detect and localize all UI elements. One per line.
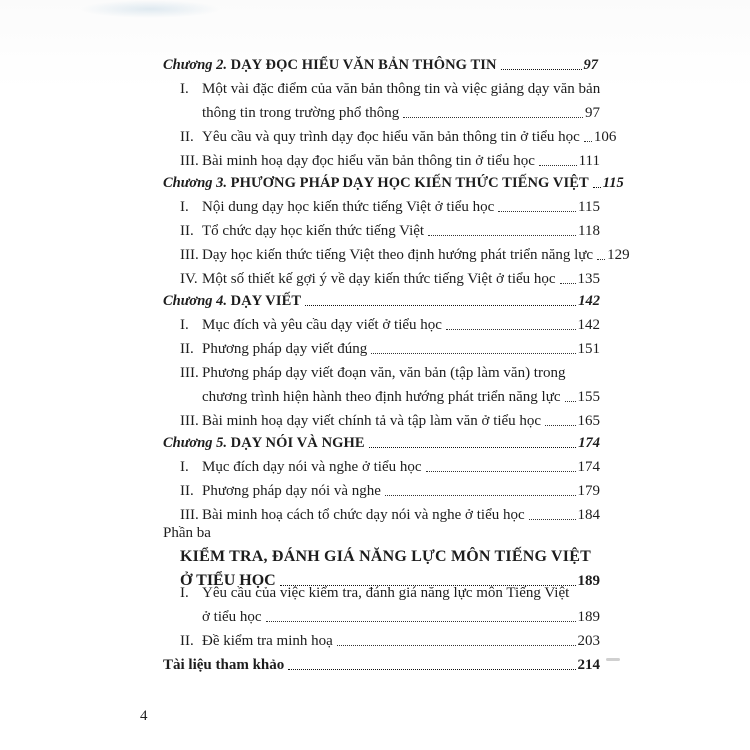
- toc-entry-continuation[interactable]: [202, 382, 600, 406]
- entry-title: III. Dạy học kiến thức tiếng Việt theo định hướng phát triển năng lực: [180, 247, 594, 263]
- dot-leader: [565, 401, 576, 402]
- entry-title: I. Mục đích và yêu cầu dạy viết ở tiểu học: [180, 317, 442, 333]
- chapter-title: Chương 2. DẠY ĐỌC HIỂU VĂN BẢN THÔNG TIN: [163, 57, 497, 73]
- part-label: Phần ba: [163, 525, 211, 541]
- dot-leader: [428, 235, 576, 236]
- entry-title: chương trình hiện hành theo định hướng phát triển năng lực: [202, 389, 561, 405]
- toc-references[interactable]: [163, 650, 600, 674]
- page-ref: 184: [577, 507, 600, 523]
- part-title[interactable]: KIỂM TRA, ĐÁNH GIÁ NĂNG LỰC MÔN TIẾNG VIỆT: [180, 548, 591, 565]
- dot-leader: [369, 447, 577, 448]
- toc-entry[interactable]: [180, 122, 617, 146]
- toc-entry[interactable]: [180, 358, 600, 382]
- toc-entry[interactable]: [180, 192, 600, 216]
- part-title: Ở TIỂU HỌC: [180, 572, 276, 589]
- toc-chapter-4[interactable]: [163, 286, 600, 310]
- dot-leader: [426, 471, 576, 472]
- dot-leader: [584, 141, 592, 142]
- toc-chapter-2[interactable]: [163, 50, 598, 74]
- page-ref: 115: [602, 175, 624, 191]
- page-ref: 189: [577, 573, 600, 589]
- entry-title: II. Đề kiểm tra minh hoạ: [180, 633, 333, 649]
- toc-entry[interactable]: [180, 626, 600, 650]
- toc-entry[interactable]: [180, 310, 600, 334]
- dot-leader: [501, 69, 582, 70]
- page-ref: 174: [577, 459, 600, 475]
- entry-title: ở tiểu học: [202, 609, 262, 625]
- page-ref: 174: [578, 435, 600, 451]
- dot-leader: [560, 283, 576, 284]
- toc-entry[interactable]: [180, 500, 600, 524]
- dot-leader: [597, 259, 605, 260]
- dot-leader: [446, 329, 576, 330]
- entry-title: IV. Một số thiết kế gợi ý về dạy kiến thức tiếng Việt ở tiểu học: [180, 271, 556, 287]
- references-title: Tài liệu tham khảo: [163, 657, 285, 673]
- toc-entry[interactable]: [180, 146, 600, 170]
- chapter-title: Chương 3. PHƯƠNG PHÁP DẠY HỌC KIẾN THỨC TIẾNG VIỆT: [163, 175, 589, 191]
- page-ref: 189: [577, 609, 600, 625]
- entry-title: III. Phương pháp dạy viết đoạn văn, văn bản (tập làm văn) trong: [180, 365, 566, 381]
- page-ref: 179: [577, 483, 600, 499]
- entry-title: III. Bài minh hoạ cách tổ chức dạy nói và nghe ở tiểu học: [180, 507, 525, 523]
- toc-entry[interactable]: [180, 334, 600, 358]
- page-ref: 151: [577, 341, 600, 357]
- page-ref: 165: [577, 413, 600, 429]
- page-ref: 97: [583, 57, 598, 73]
- page-ref: 135: [577, 271, 600, 287]
- toc-chapter-3[interactable]: [163, 168, 624, 192]
- dot-leader: [288, 669, 575, 670]
- print-smudge: [606, 658, 620, 661]
- page-ref: 118: [578, 223, 600, 239]
- entry-title: I. Nội dung dạy học kiến thức tiếng Việt ở tiểu học: [180, 199, 495, 215]
- toc-entry[interactable]: [180, 264, 600, 288]
- toc-entry[interactable]: [180, 216, 600, 240]
- entry-title: I. Một vài đặc điểm của văn bản thông tin và việc giảng dạy văn bản: [180, 81, 601, 97]
- dot-leader: [545, 425, 575, 426]
- chapter-title: Chương 4. DẠY VIẾT: [163, 293, 302, 309]
- page-ref: 115: [578, 199, 600, 215]
- page-ref: 203: [577, 633, 600, 649]
- dot-leader: [305, 305, 576, 306]
- dot-leader: [371, 353, 575, 354]
- toc-entry[interactable]: [180, 74, 600, 98]
- dot-leader: [539, 165, 577, 166]
- toc-entry-continuation[interactable]: [202, 98, 600, 122]
- page-ref: 214: [577, 657, 600, 673]
- page-ref: 106: [593, 129, 617, 145]
- toc-entry[interactable]: [180, 406, 600, 430]
- toc-entry[interactable]: [180, 476, 600, 500]
- page-ref: 111: [578, 153, 600, 169]
- page-ref: 142: [578, 293, 600, 309]
- entry-title: thông tin trong trường phổ thông: [202, 105, 400, 121]
- page-ref: 142: [577, 317, 600, 333]
- dot-leader: [498, 211, 576, 212]
- toc-chapter-5[interactable]: [163, 428, 600, 452]
- entry-title: II. Yêu cầu và quy trình dạy đọc hiểu văn bản thông tin ở tiểu học: [180, 129, 580, 145]
- page-ref: 155: [577, 389, 600, 405]
- dot-leader: [385, 495, 576, 496]
- entry-title: II. Phương pháp dạy viết đúng: [180, 341, 368, 357]
- toc-entry[interactable]: [180, 578, 600, 602]
- dot-leader: [529, 519, 576, 520]
- entry-title: I. Yêu cầu của việc kiểm tra, đánh giá năng lực môn Tiếng Việt: [180, 585, 570, 601]
- page-number: 4: [140, 708, 148, 724]
- dot-leader: [403, 117, 583, 118]
- entry-title: II. Phương pháp dạy nói và nghe: [180, 483, 381, 499]
- dot-leader: [337, 645, 576, 646]
- entry-title: III. Bài minh hoạ dạy đọc hiểu văn bản thông tin ở tiểu học: [180, 153, 535, 169]
- page-ref: 129: [607, 247, 630, 263]
- toc-entry[interactable]: [180, 452, 600, 476]
- entry-title: III. Bài minh hoạ dạy viết chính tả và tập làm văn ở tiểu học: [180, 413, 542, 429]
- page-ref: 97: [585, 105, 600, 121]
- dot-leader: [593, 187, 601, 188]
- toc-entry[interactable]: [180, 240, 630, 264]
- entry-title: I. Mục đích dạy nói và nghe ở tiểu học: [180, 459, 422, 475]
- toc-entry-continuation[interactable]: [202, 602, 600, 626]
- entry-title: II. Tổ chức dạy học kiến thức tiếng Việt: [180, 223, 425, 239]
- chapter-title: Chương 5. DẠY NÓI VÀ NGHE: [163, 435, 365, 451]
- dot-leader: [266, 621, 576, 622]
